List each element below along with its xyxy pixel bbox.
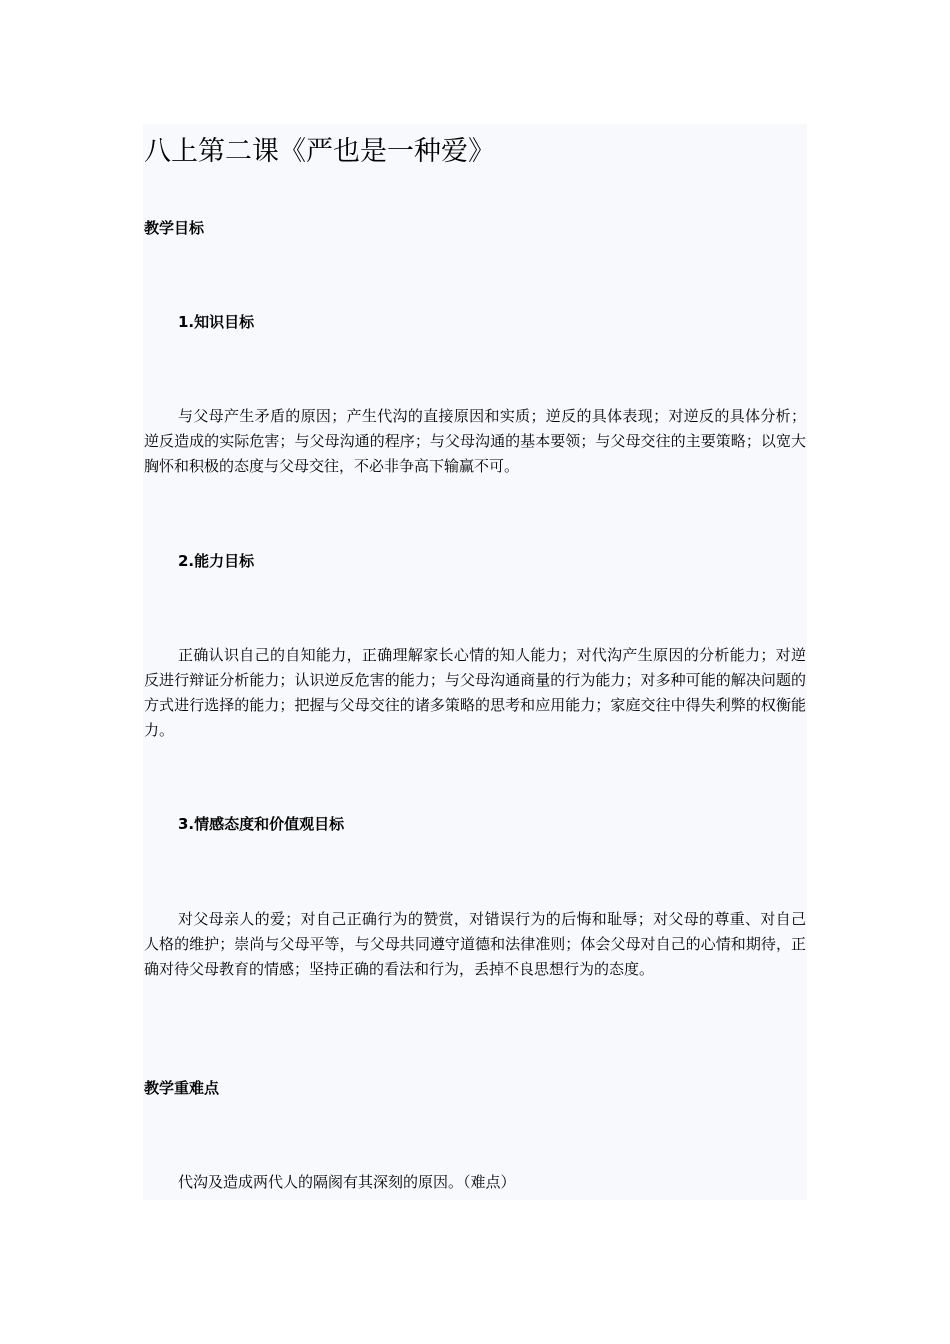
subheading-ability: 2.能力目标 bbox=[178, 552, 255, 570]
paragraph-key-point: 代沟及造成两代人的隔阂有其深刻的原因。（难点） bbox=[178, 1173, 516, 1191]
paragraph-ability: 正确认识自己的自知能力，正确理解家长心情的知人能力；对代沟产生原因的分析能力；对逆反进行辩证分析能力；认识逆反危害的能力；与父母沟通商量的行为能力；对多种可能的解决问题的方式进行选择的能力；把握与父母交往的诸多策略的思考和应用能力；家庭交往中得失利弊的权衡能力。 bbox=[144, 646, 806, 739]
paragraph-emotion: 对父母亲人的爱；对自己正确行为的赞赏，对错误行为的后悔和耻辱；对父母的尊重、对自己人格的维护；崇尚与父母平等，与父母共同遵守道德和法律准则；体会父母对自己的心情和期待，正确对待父母教育的情感；坚持正确的看法和行为，丢掉不良思想行为的态度。 bbox=[144, 910, 806, 978]
subheading-emotion: 3.情感态度和价值观目标 bbox=[178, 815, 345, 833]
paragraph-knowledge: 与父母产生矛盾的原因；产生代沟的直接原因和实质；逆反的具体表现；对逆反的具体分析；逆反造成的实际危害；与父母沟通的程序；与父母沟通的基本要领；与父母交往的主要策略；以宽大胸怀和积极的态度与父母交往，不必非争高下输赢不可。 bbox=[144, 407, 806, 475]
subheading-knowledge: 1.知识目标 bbox=[178, 313, 255, 331]
document-title: 八上第二课《严也是一种爱》 bbox=[144, 136, 495, 167]
section-heading-objectives: 教学目标 bbox=[144, 219, 205, 237]
section-heading-key-points: 教学重难点 bbox=[144, 1079, 220, 1097]
